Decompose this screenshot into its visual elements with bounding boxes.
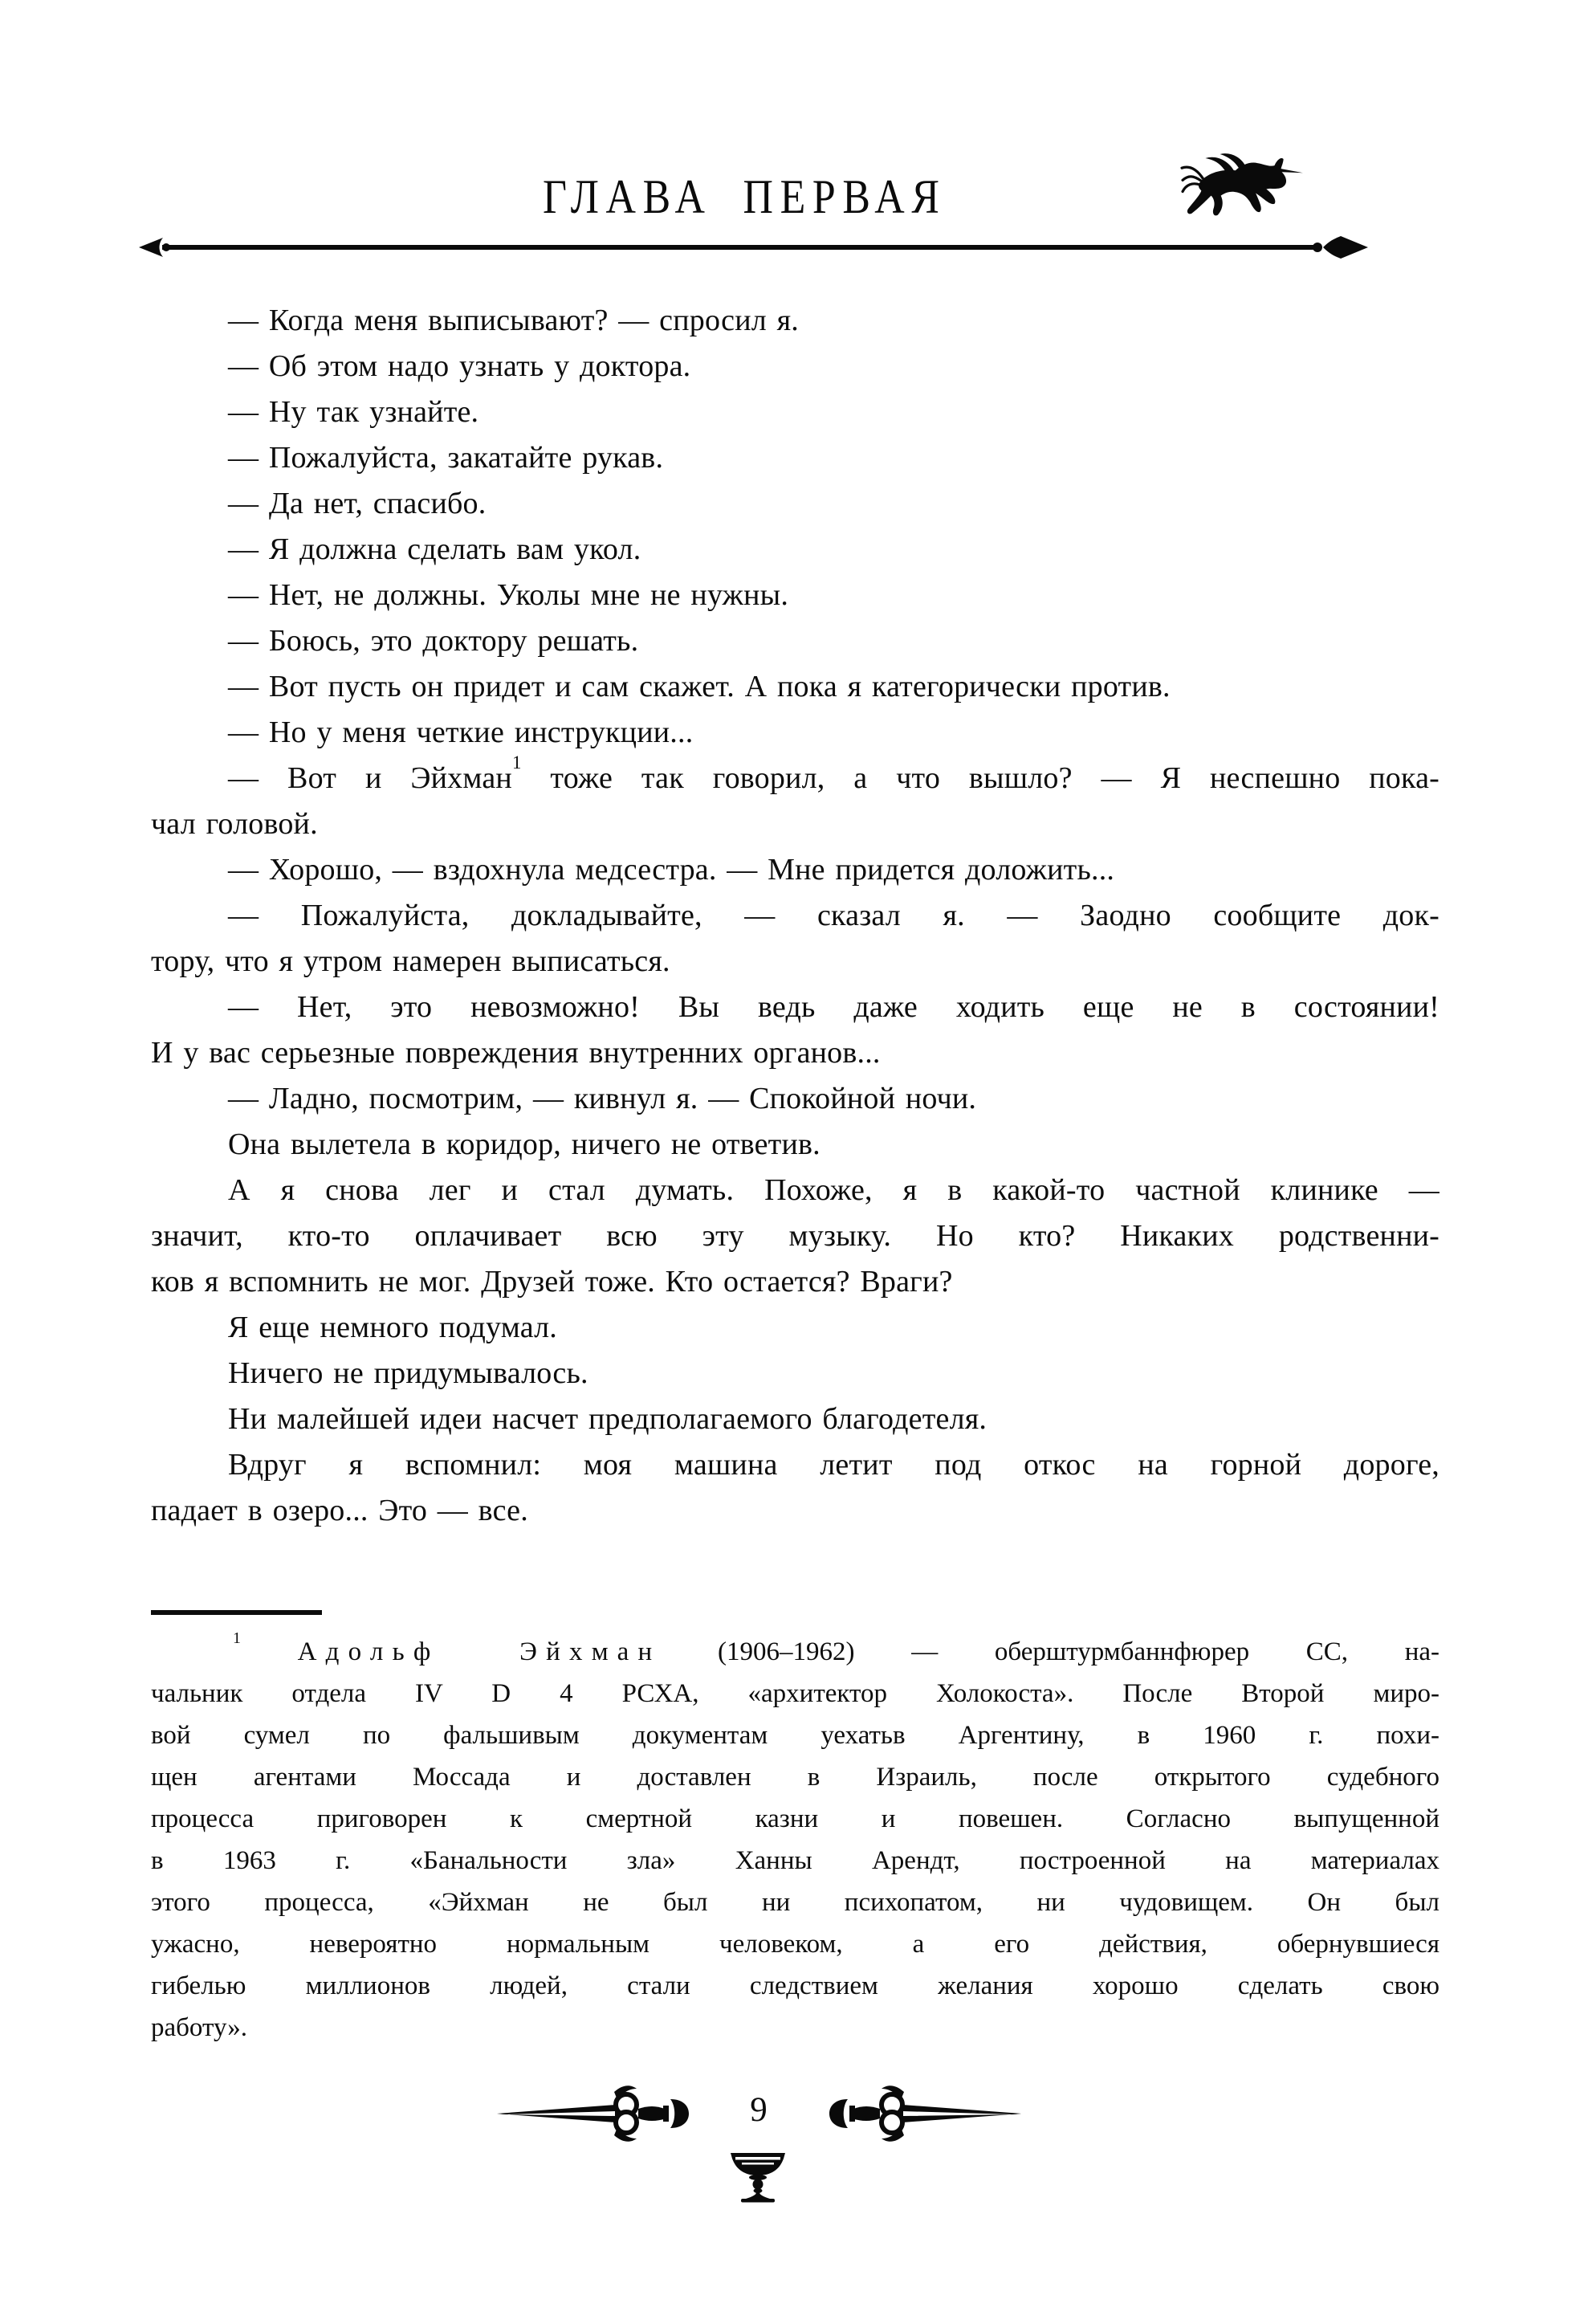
footnote-line: чальник отдела IV D 4 РСХА, «архитектор Холокоста». После Второй миро- xyxy=(151,1679,1439,1708)
footnote-line: вой сумел по фальшивым документам уехатьв Аргентину, в 1960 г. похи- xyxy=(151,1721,1439,1750)
body-line: Она вылетела в коридор, ничего не ответив. xyxy=(228,1127,821,1161)
body-line: А я снова лег и стал думать. Похоже, я в какой-то частной клинике — xyxy=(228,1173,1439,1207)
body-line: — Пожалуйста, докладывайте, — сказал я. — Заодно сообщите док- xyxy=(228,899,1439,932)
body-line: Ни малейшей идеи насчет предполагаемого благодетеля. xyxy=(228,1402,987,1436)
body-line: чал головой. xyxy=(151,807,318,841)
chapter-title: ГЛАВА ПЕРВАЯ xyxy=(543,169,947,224)
body-line: значит, кто-то оплачивает всю эту музыку. Но кто? Никаких родственни- xyxy=(151,1219,1439,1253)
footnote-line: ужасно, невероятно нормальным человеком, а его действия, обернувшиеся xyxy=(151,1930,1439,1959)
footnote-reference: 1 xyxy=(511,752,522,773)
footnote-line: этого процесса, «Эйхман не был ни психопатом, ни чудовищем. Он был xyxy=(151,1888,1439,1917)
body-line: И у вас серьезные повреждения внутренних органов... xyxy=(151,1036,881,1070)
body-text xyxy=(151,298,1439,1534)
body-line: — Вот пусть он придет и сам скажет. А пока я категорически против. xyxy=(228,670,1171,703)
body-line: тору, что я утром намерен выписаться. xyxy=(151,944,670,978)
body-line: — Пожалуйста, закатайте рукав. xyxy=(228,441,664,475)
footnote-person-name: Адольф Эйхман xyxy=(297,1637,662,1666)
body-line: ков я вспомнить не мог. Друзей тоже. Кто остается? Враги? xyxy=(151,1265,953,1299)
header-rule xyxy=(162,245,1317,250)
body-line: — Я должна сделать вам укол. xyxy=(228,532,641,566)
body-line: Ничего не придумывалось. xyxy=(228,1356,588,1390)
body-line: — Нет, это невозможно! Вы ведь даже ходить еще не в состоянии! xyxy=(228,990,1439,1024)
footnote-line: в 1963 г. «Банальности зла» Ханны Арендт, построенной на материалах xyxy=(151,1846,1439,1875)
body-line: — Когда меня выписывают? — спросил я. xyxy=(228,304,799,337)
body-line: — Да нет, спасибо. xyxy=(228,487,487,520)
footnote-line: гибелью миллионов людей, стали следствием желания хорошо сделать свою xyxy=(151,1971,1439,2000)
footnote-line: процесса приговорен к смертной казни и повешен. Согласно выпущенной xyxy=(151,1804,1439,1833)
body-line: Я еще немного подумал. xyxy=(228,1311,557,1344)
goblet-icon xyxy=(729,2149,787,2204)
body-line: — Боюсь, это доктору решать. xyxy=(228,624,639,658)
body-line-text: — Вот и Эйхман xyxy=(228,761,512,795)
body-line: — Нет, не должны. Уколы мне не нужны. xyxy=(228,578,789,612)
footnote-rule xyxy=(151,1610,322,1615)
page-number: 9 xyxy=(750,2091,768,2129)
body-line: — Но у меня четкие инструкции... xyxy=(228,716,694,749)
dagger-right-icon xyxy=(816,2084,1023,2143)
dagger-left-icon xyxy=(495,2084,702,2143)
footnote-line xyxy=(151,1631,1439,1673)
footnote-line-text: (1906–1962) — оберштурмбаннфюрер СС, на- xyxy=(661,1637,1439,1666)
body-line: — Ладно, посмотрим, — кивнул я. — Спокойной ночи. xyxy=(228,1082,977,1115)
body-line: падает в озеро... Это — все. xyxy=(151,1494,528,1527)
body-line: — Хорошо, — вздохнула медсестра. — Мне придется доложить... xyxy=(228,853,1115,887)
body-line: — Ну так узнайте. xyxy=(228,395,479,429)
header-rule-left-arrow-icon xyxy=(138,235,172,259)
footnote-number: 1 xyxy=(233,1629,241,1648)
body-line: Вдруг я вспомнил: моя машина летит под откос на горной дороге, xyxy=(228,1448,1439,1482)
footnote-line: щен агентами Моссада и доставлен в Израиль, после открытого судебного xyxy=(151,1763,1439,1792)
footnote xyxy=(151,1631,1439,2049)
header-rule-right-arrow-icon xyxy=(1312,234,1371,260)
body-line xyxy=(151,752,1439,801)
body-line-text: тоже так говорил, а что вышло? — Я неспешно пока- xyxy=(521,761,1439,795)
footnote-line: работу». xyxy=(151,2013,248,2042)
body-line: — Об этом надо узнать у доктора. xyxy=(228,349,691,383)
unicorn-icon xyxy=(1179,151,1309,230)
